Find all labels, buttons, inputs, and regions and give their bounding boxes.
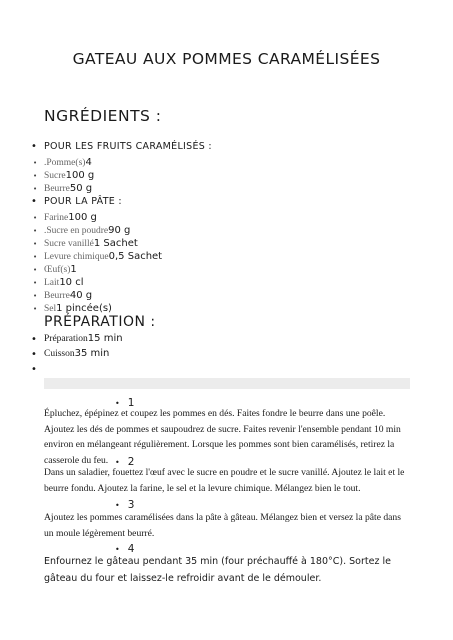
ingredient-item: Sucre100 g [44, 170, 95, 181]
bullet-icon: • [115, 501, 120, 510]
step-text: Enfournez le gâteau pendant 35 min (four préchauffé à 180°C). Sortez le gâteau du four et laissez-le refroidir avant de le démouler. [44, 556, 391, 584]
step-text: Épluchez, épépinez et coupez les pommes en dés. Faites fondre le beurre dans une poêle. Ajoutez les dés de pommes et saupoudrez de sucre. Faites revenir l'ensemble pendant 10 min environ en mélangeant régulièrement. Lorsque les pommes sont bien caramélisés, retirez la casserole du feu. [44, 408, 401, 466]
step-text: Ajoutez les pommes caramélisées dans la pâte à gâteau. Mélangez bien et versez la pâte dans un moule légèrement beurré. [44, 512, 401, 539]
bullet-icon: • [33, 253, 38, 261]
bullet-icon: • [33, 279, 38, 287]
bullet-icon: • [33, 240, 38, 248]
ingredient-item: Beurre50 g [44, 183, 93, 194]
bullet-icon: • [33, 159, 38, 167]
ingredient-item: .Pomme(s)4 [44, 157, 92, 168]
ingredient-item: .Sucre en poudre90 g [44, 225, 131, 236]
bullet-icon: • [31, 364, 37, 375]
recipe-title: GATEAU AUX POMMES CARAMÉLISÉES [72, 50, 381, 68]
ingredient-item: Sel1 pincée(s) [44, 303, 112, 314]
fruits-heading: POUR LES FRUITS CARAMÉLISÉS : [44, 141, 212, 152]
bullet-icon: • [33, 227, 38, 235]
bullet-icon: • [115, 545, 120, 554]
ingredient-item: Beurre40 g [44, 290, 93, 301]
bullet-icon: • [33, 172, 38, 180]
time-item: Cuisson35 min [44, 348, 110, 359]
bullet-icon: • [33, 305, 38, 313]
bullet-icon: • [31, 334, 37, 345]
bullet-icon: • [33, 292, 38, 300]
ingredients-heading: NGRÉDIENTS : [44, 107, 162, 125]
pate-heading: POUR LA PÂTE : [44, 196, 122, 207]
bullet-icon: • [33, 214, 38, 222]
step-number: • 1 [115, 397, 135, 409]
step-number: • 4 [115, 543, 135, 555]
ingredient-item: Levure chimique0,5 Sachet [44, 251, 163, 262]
ingredient-item: Œuf(s)1 [44, 264, 77, 275]
bullet-icon: • [31, 141, 37, 152]
separator-bar [44, 378, 410, 389]
preparation-heading: PRÉPARATION : [44, 314, 156, 330]
ingredient-item: Lait10 cl [44, 277, 84, 288]
bullet-icon: • [31, 349, 37, 360]
step-number: • 2 [115, 456, 135, 468]
step-text: Dans un saladier, fouettez l'œuf avec le sucre en poudre et le sucre vanillé. Ajoutez le lait et le beurre fondu. Ajoutez la farine, le sel et la levure chimique. Mélangez bien le tout. [44, 467, 405, 494]
bullet-icon: • [31, 196, 37, 207]
bullet-icon: • [115, 458, 120, 467]
bullet-icon: • [33, 185, 38, 193]
time-item: Préparation15 min [44, 333, 123, 344]
step-number: • 3 [115, 499, 135, 511]
bullet-icon: • [33, 266, 38, 274]
bullet-icon: • [115, 399, 120, 408]
ingredient-item: Farine100 g [44, 212, 97, 223]
ingredient-item: Sucre vanillé1 Sachet [44, 238, 138, 249]
